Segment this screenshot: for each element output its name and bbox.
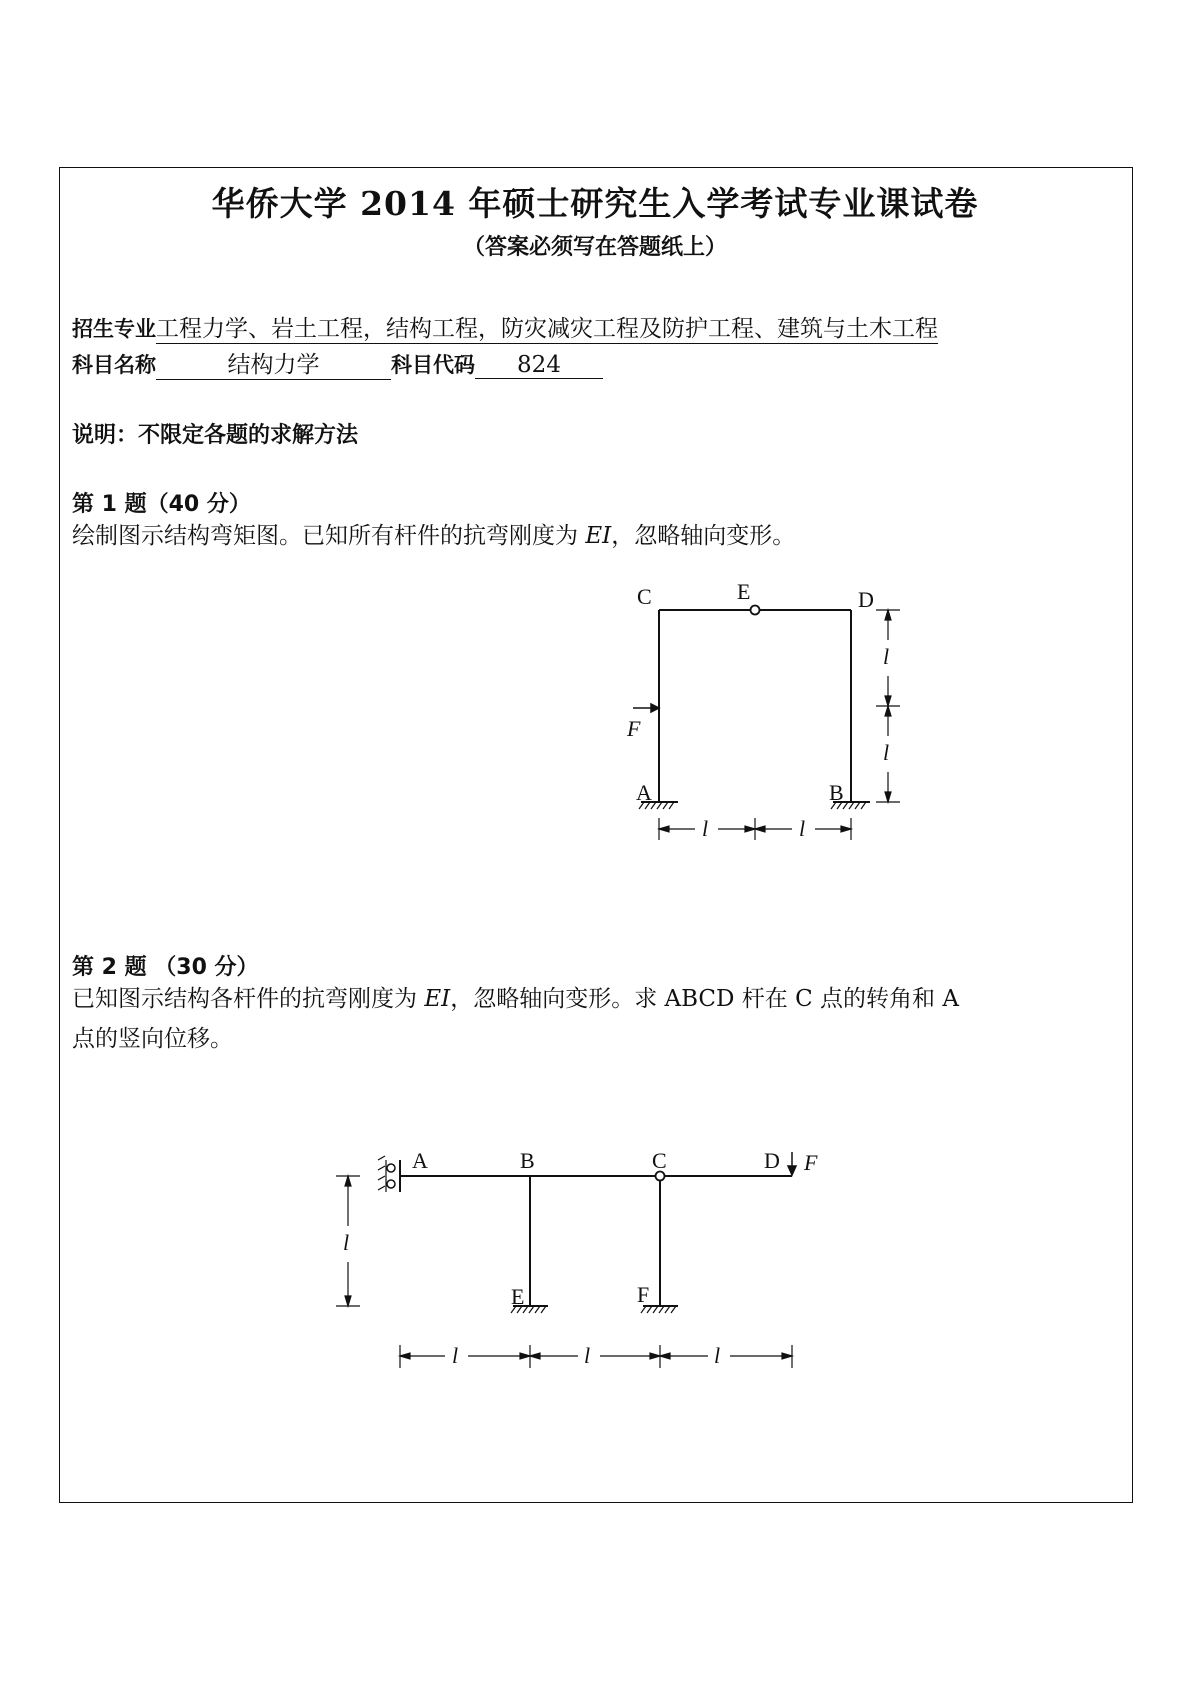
q2-label-d: D <box>764 1148 780 1173</box>
q1-text-b: ，忽略轴向变形。 <box>611 523 796 549</box>
q2-label-f: F <box>637 1282 650 1307</box>
exam-title: 华侨大学 2014 年硕士研究生入学考试专业课试卷 <box>211 184 979 223</box>
q2-dim-l-ab: l <box>452 1343 459 1368</box>
q2-label-b: B <box>520 1148 535 1173</box>
q1-force-label: F <box>627 716 641 741</box>
q2-label-e: E <box>511 1284 525 1309</box>
q1-label-b: B <box>829 780 844 805</box>
q2-horizontal-dimension <box>400 1345 792 1368</box>
q1-heading: 第 1 题（40 分） <box>72 492 251 517</box>
q2-force-label: F <box>804 1150 818 1175</box>
q1-label-a: A <box>636 780 652 805</box>
major-value: 工程力学、岩土工程，结构工程，防灾减灾工程及防护工程、建筑与土木工程 <box>156 310 938 344</box>
q2-heading: 第 2 题 （30 分） <box>72 955 259 980</box>
q1-dim-l-right: l <box>799 816 806 841</box>
q1-dim-l-lower: l <box>883 740 890 765</box>
q1-label-e: E <box>737 579 751 604</box>
q2-text-b: ，忽略轴向变形。求 ABCD 杆在 C 点的转角和 A <box>450 986 959 1012</box>
subject-value: 结构力学 <box>156 346 391 380</box>
q1-text-ei: EI <box>585 523 612 549</box>
q2-dim-l-bc: l <box>584 1343 591 1368</box>
code-value: 824 <box>475 352 603 379</box>
q2-text-ei: EI <box>424 986 451 1012</box>
exam-subtitle: （答案必须写在答题纸上） <box>462 234 727 260</box>
q2-support-rollers <box>387 1164 395 1188</box>
instructions: 说明：不限定各题的求解方法 <box>72 423 359 448</box>
code-label: 科目代码 <box>391 353 475 377</box>
q2-force-arrow <box>788 1152 796 1175</box>
q1-dim-l-left: l <box>702 816 709 841</box>
q1-text-a: 绘制图示结构弯矩图。已知所有杆件的抗弯刚度为 <box>72 523 586 549</box>
major-label: 招生专业 <box>72 317 156 341</box>
subject-label: 科目名称 <box>72 353 156 377</box>
q2-label-c: C <box>652 1148 667 1173</box>
q2-dim-l-vertical: l <box>343 1230 350 1255</box>
q2-label-a: A <box>412 1148 428 1173</box>
q2-support-hatch <box>378 1156 676 1313</box>
q1-dim-l-upper: l <box>883 644 890 669</box>
q2-text-c: 点的竖向位移。 <box>72 1026 233 1052</box>
q2-text-a: 已知图示结构各杆件的抗弯刚度为 <box>72 986 425 1012</box>
q2-dim-l-cd: l <box>714 1343 721 1368</box>
q1-label-c: C <box>637 584 652 609</box>
q1-label-d: D <box>858 587 874 612</box>
